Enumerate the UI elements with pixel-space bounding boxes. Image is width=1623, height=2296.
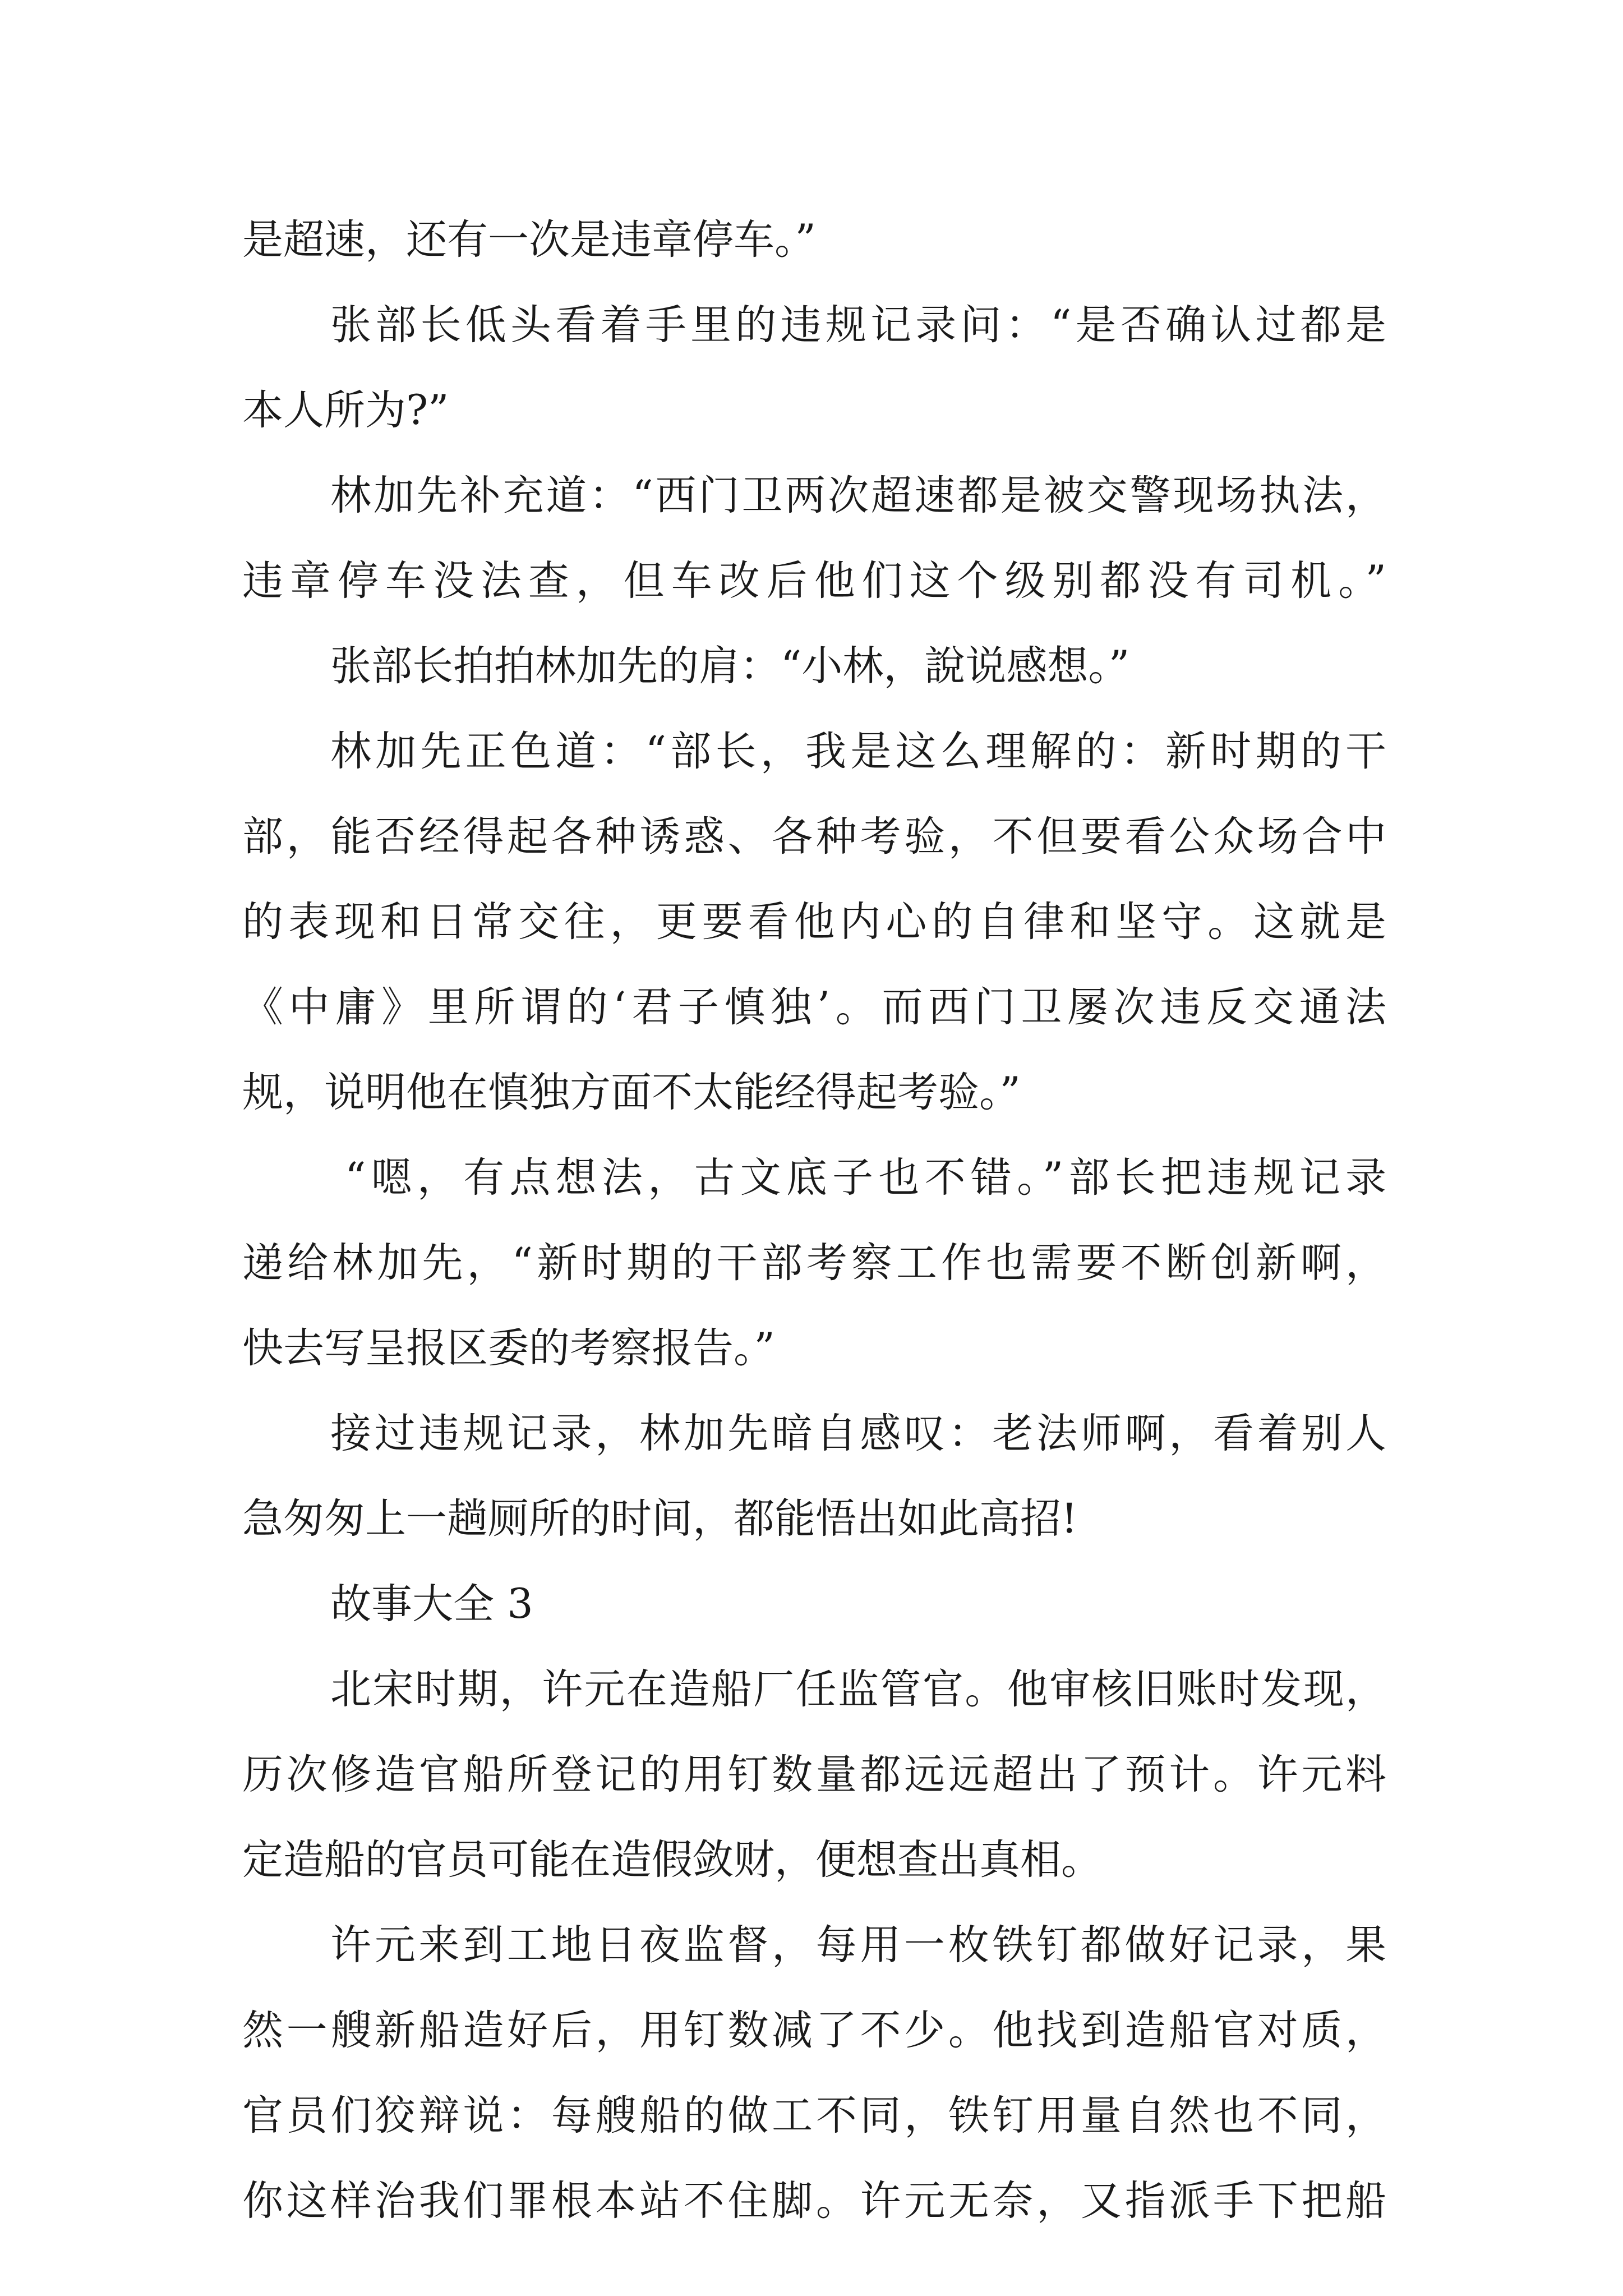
text-line: 递给林加先，“新时期的干部考察工作也需要不断创新啊，: [242, 1239, 1386, 1287]
text-line: 故事大全 3: [330, 1580, 533, 1628]
text-line: “嗯，有点想法，古文底子也不错。”部长把违规记录: [345, 1154, 1386, 1202]
text-line: 官员们狡辩说：每艘船的做工不同，铁钉用量自然也不同，: [242, 2092, 1386, 2139]
text-line: 林加先补充道：“西门卫两次超速都是被交警现场执法，: [330, 472, 1386, 519]
text-line: 本人所为?”: [242, 386, 449, 434]
text-line: 部，能否经得起各种诱惑、各种考验，不但要看公众场合中: [242, 813, 1386, 861]
body-text: [242, 197, 1386, 2244]
text-line: 违章停车没法查，但车改后他们这个级别都没有司机。”: [242, 557, 1386, 605]
text-line: 然一艘新船造好后，用钉数减了不少。他找到造船官对质，: [242, 2007, 1386, 2054]
text-line: 北宋时期，许元在造船厂任监管官。他审核旧账时发现，: [330, 1665, 1386, 1713]
text-line: 接过违规记录，林加先暗自感叹：老法师啊，看着别人: [330, 1410, 1386, 1457]
text-line: 林加先正色道：“部长，我是这么理解的：新时期的干: [330, 728, 1386, 775]
text-line: 《中庸》里所谓的‘君子慎独’。而西门卫屡次违反交通法: [242, 983, 1386, 1031]
text-line: 张部长低头看着手里的违规记录问：“是否确认过都是: [330, 301, 1386, 349]
text-line: 快去写呈报区委的考察报告。”: [242, 1324, 775, 1372]
text-line: 历次修造官船所登记的用钉数量都远远超出了预计。许元料: [242, 1751, 1386, 1798]
text-line: 急匆匆上一趟厕所的时间，都能悟出如此高招!: [242, 1495, 1078, 1543]
text-line: 定造船的官员可能在造假敛财，便想查出真相。: [242, 1836, 1102, 1884]
text-line: 许元来到工地日夜监督，每用一枚铁钉都做好记录，果: [330, 1921, 1386, 1969]
text-line: 是超速，还有一次是违章停车。”: [242, 216, 816, 264]
text-line: 张部长拍拍林加先的肩：“小林，說说感想。”: [330, 642, 1130, 690]
text-line: 你这样治我们罪根本站不住脚。许元无奈，又指派手下把船: [242, 2177, 1386, 2225]
text-line: 规，说明他在慎独方面不太能经得起考验。”: [242, 1069, 1021, 1116]
text-line: 的表现和日常交往，更要看他内心的自律和坚守。这就是: [242, 898, 1386, 946]
